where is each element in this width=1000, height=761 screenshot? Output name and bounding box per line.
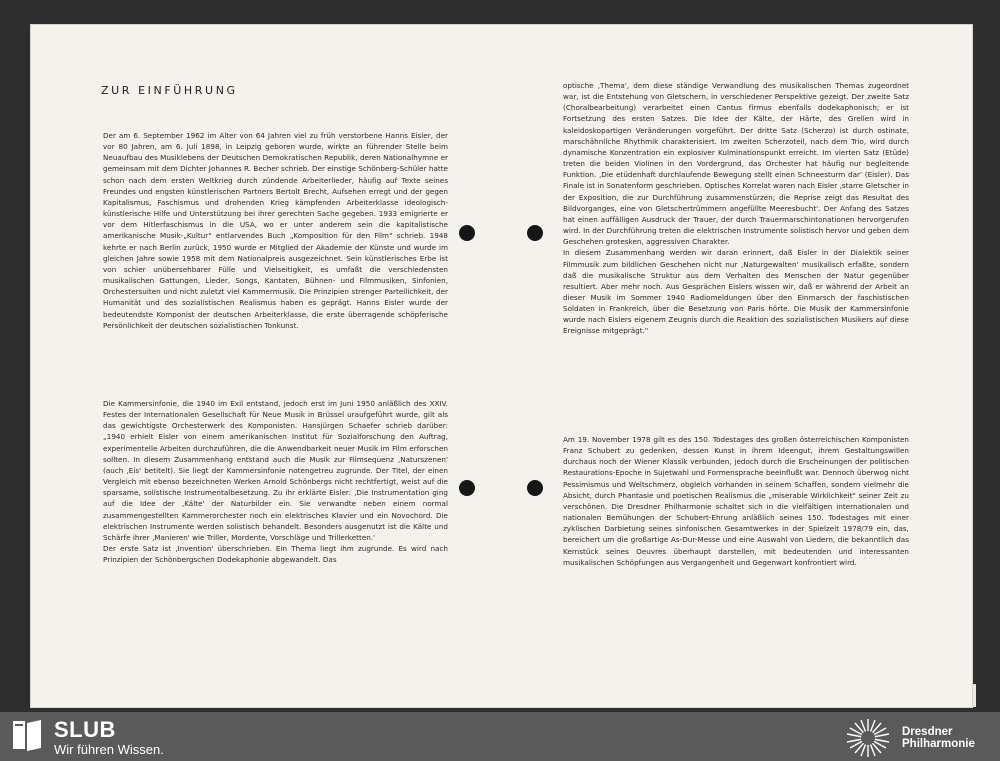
right-column-paragraph-2: Am 19. November 1978 gilt es des 150. Todestages des großen österreichischen Komponisten Franz Schubert zu gedenken, dessen Kunst in ihrem Ideengut, ihrem Gestaltungswillen durchaus noch der Wiener Klassik verbunden, jedoch durch die Erscheinungen der politischen Restaurations-Epoche in Sujetwahl und Formensprache beeinflußt war. Dennoch überwog nicht Pessimismus und Weltschmerz, obgleich vorhanden in seinem Schaffen, sondern vielmehr die Absicht, durch Phantasie und poetischen Realismus die „miserable Wirklichkeit" seiner Zeit zu verschönen. Die Dresdner Philharmonie schaltet sich in die vielfältigen internationalen und nationalen Bemühungen der Schubert-Ehrung anläßlich seines 150. Todestages mit einer zyklischen Darbietung seines sinfonischen Gesamtwerkes in der Spielzeit 1978/79 ein, das, bereichert um die großartige As-Dur-Messe und eine Auswahl von Liedern, die bekanntlich das Kernstück seines Oeuvres überhaupt darstellen, mit bedeutenden und interessanten musikalischen Schöpfungen aus Vergangenheit und Gegenwart konfrontiert wird.	[563, 435, 909, 567]
partner-logo-text	[902, 726, 975, 750]
left-column-paragraph-2: Die Kammersinfonie, die 1940 im Exil entstand, jedoch erst im Juni 1950 anläßlich des XXIV. Festes der Internationalen Gesellschaft für Neue Musik in Brüssel uraufgeführt wurde, gilt als das gewichtigste Orchesterwerk des Komponisten. Hansjürgen Schaefer schrieb darüber: „1940 erhielt Eisler von einem amerikanischen Institut für Sozialforschung den Auftrag, experimentelle Arbeiten durchzuführen, die die Anwendbarkeit neuer Musik im Film erforschen sollten. In diesem Zusammenhang entstand auch die Musik zur Filmsequenz ‚Naturszenen' (auch ‚Eis' betitelt). Sie liegt der Kammersinfonie notengetreu zugrunde. Der Titel, der einen Vergleich mit ebenso bezeichneten Werken Arnold Schönbergs nicht rechtfertigt, weist auf die sparsame, solistische Instrumentalbesetzung. Zu ihr erklärte Eisler: ‚Die Instrumentation ging auf die Idee der ‚Kälte' der Naturbilder ein. Sie verwandte neben einem normal zusammengestellten Kammerorchester noch ein elektrisches Klavier und ein Novochord. Die elektrischen Instrumente werden solistisch behandelt. Besonders ausgenutzt ist die Kälte und Schärfe ihrer ‚Manieren' wie Triller, Mordente, Vorschläge und Trillerketten.' Der erste Satz ist ‚Invention' überschrieben. Ein Thema liegt ihm zugrunde. Es wird nach Prinzipien der Schönbergschen Dodekaphonie abgewandelt. Das	[103, 399, 448, 565]
library-tagline: Wir führen Wissen.	[54, 742, 164, 757]
page-heading: ZUR EINFÜHRUNG	[101, 84, 238, 97]
punch-hole	[527, 225, 543, 241]
punch-hole	[459, 225, 475, 241]
punch-hole	[527, 480, 543, 496]
punch-hole	[459, 480, 475, 496]
library-logo-text: SLUB	[54, 717, 116, 742]
philharmonie-sunburst-icon	[842, 718, 894, 758]
slub-book-icon	[12, 719, 42, 752]
footer-bar	[0, 712, 1000, 761]
partner-name-line-1: Dresdner	[902, 726, 953, 738]
right-column-paragraph-1: optische ‚Thema', dem diese ständige Verwandlung des musikalischen Themas zugeordnet war, ist die Entstehung von Gletschern, in verschiedener Perspektive gezeigt. Der zweite Satz (Choralbearbeitung) verarbeitet einen Cantus firmus ebenfalls dodekaphonisch; er ist Fortsetzung des ersten Satzes. Die Idee der Kälte, der Härte, des Grellen wird in kaleidoskopartigen Veränderungen vorgeführt. Der dritte Satz (Scherzo) ist durch ostinate, marschähnliche Rhythmik charakterisiert. Im zweiten Scherzoteil, nach dem Trio, wird durch dynamische Konzentration ein explosiver Kulminationspunkt erreicht. Im vierten Satz (Etüde) treten die beiden Violinen in den Vordergrund, das Orchester hat häufig nur begleitende Funktion. ‚Die etüdenhaft durchlaufende Bewegung stellt einen Schneesturm dar' (Eisler). Das Finale ist in Sonatenform geschrieben. Optisches Korrelat waren nach Eisler ‚starre Gletscher in der Exposition, die zur Durchführung zusammenstürzen; die Reprise zeigt das Resultat des Bildvorganges, eine von Gletschertrümmern angefüllte Meeresbucht'. Der Anfang des Satzes hat einen auffälligen Ausdruck der Trauer, der durch Trauermarschintonationen hervorgerufen wird. In der Durchführung treten die elektrischen Instrumente solistisch hervor und geben dem Geschehen grotesken, aggressiven Charakter. In diesem Zusammenhang werden wir daran erinnert, daß Eisler in der Dialektik seiner Filmmusik zum bildlichen Geschehen nicht nur ‚Naturgewalten' musikalisch erfaßte, sondern daß die musikalische Struktur aus dem Verhalten des Menschen der Natur gegenüber resultiert. Aber mehr noch. Aus Gesprächen Eislers wissen wir, daß er während der Arbeit an dieser Musik im Sommer 1940 Radiomeldungen über den Einmarsch der faschistischen Soldaten in Frankreich, über die Besetzung von Paris hörte. Die Musik der Kammersinfonie wurde nach Eislers eigenem Zeugnis durch die Reaktion des sozialistischen Musikers auf diese Ereignisse mitgeprägt."	[563, 81, 909, 336]
partner-name-line-2: Philharmonie	[902, 738, 975, 750]
left-column-paragraph-1: Der am 6. September 1962 im Alter von 64 Jahren viel zu früh verstorbene Hanns Eisler, der vor 80 Jahren, am 6. Juli 1898, in Leipzig geboren wurde, wirkte an führender Stelle beim Neuaufbau des Musiklebens der Deutschen Demokratischen Republik, deren Nationalhymne er gemeinsam mit dem Dichter Johannes R. Becher schrieb. Der einstige Schönberg-Schüler hatte schon nach dem ersten Weltkrieg durch zündende Arbeiterlieder, häufig auf Texte seines Freundes und engsten künstlerischen Partners Bertolt Brecht, Aufsehen erregt und der gegen Kapitalismus, Faschismus und drohenden Krieg kämpfenden Arbeiterklasse ideologisch-künstlerische Hilfe und Unterstützung bei ihrer gerechten Sache gegeben. 1933 emigrierte er vor dem Hitlerfaschismus in die USA, wo er unter anderem sein die kapitalistische amerikanische Musik-„Kultur" entlarvendes Buch „Komposition für den Film" schrieb. 1948 kehrte er nach Berlin zurück, 1950 wurde er Mitglied der Akademie der Künste und wurde im gleichen Jahre sowie 1958 mit dem Nationalpreis ausgezeichnet. Sein künstlerisches Erbe ist von schier unübersehbarer Fülle und Vielseitigkeit, es umfaßt die verschiedensten musikalischen Gattungen, Lieder, Songs, Kantaten, Bühnen- und Filmmusiken, Sinfonien, Orchestersuiten und nicht zuletzt viel Kammermusik. Die Prinzipien strenger Parteilichkeit, der Humanität und des sozialistischen Realismus haben es geprägt. Hanns Eisler wurde der bedeutendste Komponist der deutschen Arbeiterklasse, die erste überragende schöpferische Persönlichkeit der deutschen sozialistischen Tonkunst.	[103, 131, 449, 330]
